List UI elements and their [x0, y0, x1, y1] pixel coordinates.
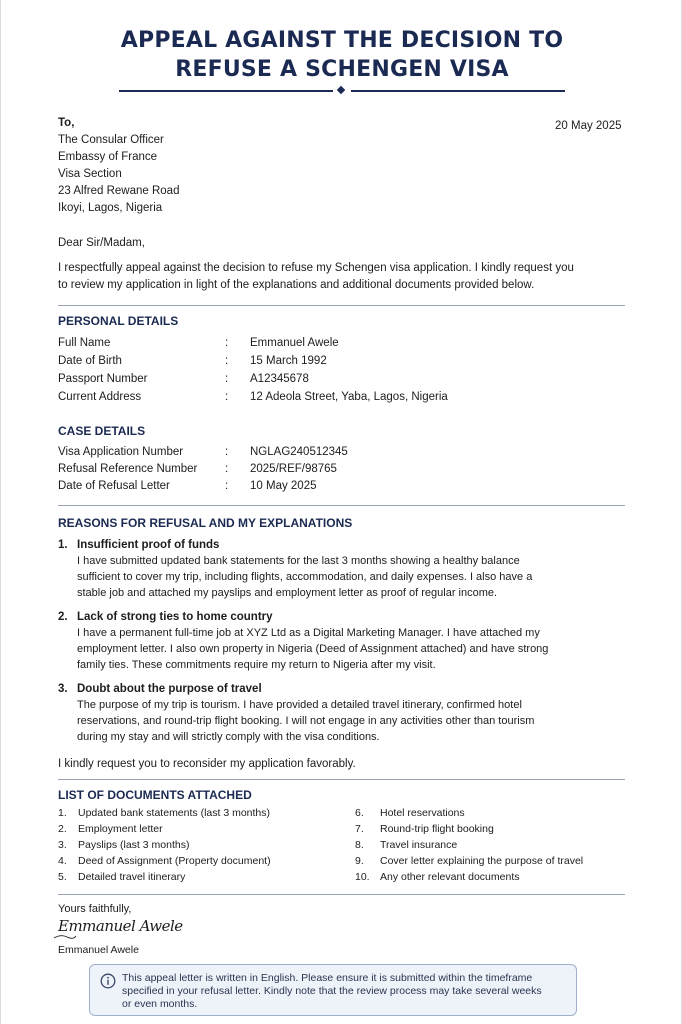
- field-separator: :: [225, 446, 229, 458]
- recipient-line: Embassy of France: [58, 151, 158, 163]
- handwritten-signature: Emmanuel Awele: [58, 917, 183, 935]
- document-text: Hotel reservations: [380, 807, 465, 819]
- reason-number: 1.: [58, 539, 68, 551]
- document-item: [58, 869, 185, 885]
- visa-application-number-value: NGLAG240512345: [250, 446, 348, 458]
- passport-number-value: A12345678: [250, 373, 309, 385]
- refusal-letter-date-value: 10 May 2025: [250, 480, 317, 492]
- case-details-heading: CASE DETAILS: [58, 424, 146, 438]
- field-label: Date of Birth: [58, 355, 122, 367]
- document-number: 7.: [355, 823, 364, 835]
- diamond-icon: [337, 86, 345, 94]
- recipient-to: To,: [58, 117, 75, 129]
- notice-line: or even months.: [122, 998, 198, 1010]
- field-separator: :: [225, 480, 229, 492]
- field-separator: :: [225, 355, 229, 367]
- reason-body-line: I have submitted updated bank statements for the last 3 months showing a healthy balance: [77, 555, 520, 567]
- notice-line: This appeal letter is written in English. Please ensure it is submitted within the timeframe: [122, 972, 533, 984]
- reason-title-text: Insufficient proof of funds: [77, 539, 220, 551]
- document-item: [355, 869, 520, 885]
- salutation: Dear Sir/Madam,: [58, 237, 145, 249]
- document-text: Round-trip flight booking: [380, 823, 494, 835]
- document-item: [355, 837, 457, 853]
- reason-number: 2.: [58, 611, 68, 623]
- page-title-line-1: APPEAL AGAINST THE DECISION TO: [120, 28, 564, 53]
- document-item: [355, 821, 494, 837]
- reason-body-line: I have a permanent full-time job at XYZ Ltd as a Digital Marketing Manager. I have attached my: [77, 627, 540, 639]
- document-text: Updated bank statements (last 3 months): [78, 807, 271, 819]
- full-name-value: Emmanuel Awele: [250, 337, 339, 349]
- field-separator: :: [225, 337, 229, 349]
- reason-body-line: during my stay and will strictly comply with the visa conditions.: [77, 731, 380, 743]
- document-item: [58, 853, 271, 869]
- reason-body-line: sufficient to cover my trip, including flights, accommodation, and daily expenses. I also have a: [77, 571, 533, 583]
- document-number: 4.: [58, 855, 67, 867]
- personal-details-heading: PERSONAL DETAILS: [58, 314, 179, 328]
- reason-title-text: Lack of strong ties to home country: [77, 611, 273, 623]
- field-label: Current Address: [58, 391, 142, 403]
- document-text: Deed of Assignment (Property document): [78, 855, 271, 867]
- document-item: [58, 837, 189, 853]
- document-number: 9.: [355, 855, 364, 867]
- document-number: 6.: [355, 807, 364, 819]
- date-of-birth-value: 15 March 1992: [250, 355, 327, 367]
- section-divider: [58, 779, 625, 780]
- notice-line: specified in your refusal letter. Kindly note that the review process may take several weeks: [122, 985, 542, 997]
- divider-line-right: [351, 90, 565, 92]
- document-item: [355, 853, 583, 869]
- field-label: Passport Number: [58, 373, 148, 385]
- reason-body-line: employment letter. I also own property in Nigeria (Deed of Assignment attached) and have strong: [77, 643, 549, 655]
- document-text: Payslips (last 3 months): [78, 839, 190, 851]
- recipient-line: Ikoyi, Lagos, Nigeria: [58, 202, 163, 214]
- closing-phrase: Yours faithfully,: [58, 903, 132, 915]
- field-label: Full Name: [58, 337, 111, 349]
- document-number: 2.: [58, 823, 67, 835]
- reason-title: [58, 537, 219, 553]
- reason-body-line: stable job and attached my payslips and employment letter as proof of regular income.: [77, 587, 498, 599]
- intro-line: I respectfully appeal against the decision to refuse my Schengen visa application. I kindly request you: [58, 262, 574, 274]
- document-number: 10.: [355, 871, 370, 883]
- section-divider: [58, 505, 625, 506]
- field-separator: :: [225, 463, 229, 475]
- letter-date: 20 May 2025: [555, 120, 622, 132]
- intro-line: to review my application in light of the explanations and additional documents provided below.: [58, 279, 535, 291]
- recipient-line: 23 Alfred Rewane Road: [58, 185, 180, 197]
- divider-line-left: [119, 90, 333, 92]
- documents-heading: LIST OF DOCUMENTS ATTACHED: [58, 788, 252, 802]
- recipient-line: The Consular Officer: [58, 134, 164, 146]
- title-divider: [119, 90, 565, 92]
- reason-body-line: reservations, and round-trip flight booking. I will not engage in any activities other than tourism: [77, 715, 535, 727]
- reason-number: 3.: [58, 683, 68, 695]
- current-address-value: 12 Adeola Street, Yaba, Lagos, Nigeria: [250, 391, 448, 403]
- reason-title-text: Doubt about the purpose of travel: [77, 683, 262, 695]
- document-item: [58, 821, 163, 837]
- reasons-heading: REASONS FOR REFUSAL AND MY EXPLANATIONS: [58, 516, 353, 530]
- document-number: 3.: [58, 839, 67, 851]
- closing-request: I kindly request you to reconsider my application favorably.: [58, 758, 356, 770]
- field-label: Visa Application Number: [58, 446, 184, 458]
- section-divider: [58, 894, 625, 895]
- document-number: 1.: [58, 807, 67, 819]
- section-divider: [58, 305, 625, 306]
- field-separator: :: [225, 391, 229, 403]
- field-label: Refusal Reference Number: [58, 463, 198, 475]
- document-text: Employment letter: [78, 823, 163, 835]
- reason-body-line: The purpose of my trip is tourism. I have provided a detailed travel itinerary, confirmed hotel: [77, 699, 522, 711]
- reason-title: [58, 681, 262, 697]
- document-number: 8.: [355, 839, 364, 851]
- recipient-line: Visa Section: [58, 168, 122, 180]
- signatory-name: Emmanuel Awele: [58, 944, 139, 956]
- document-text: Travel insurance: [380, 839, 458, 851]
- info-icon: [100, 973, 116, 989]
- signature-flourish: [53, 934, 77, 940]
- document-text: Cover letter explaining the purpose of travel: [380, 855, 584, 867]
- field-separator: :: [225, 373, 229, 385]
- document-item: [58, 805, 270, 821]
- refusal-reference-value: 2025/REF/98765: [250, 463, 337, 475]
- field-label: Date of Refusal Letter: [58, 480, 170, 492]
- reason-body-line: family ties. These commitments require my return to Nigeria after my visit.: [77, 659, 436, 671]
- document-number: 5.: [58, 871, 67, 883]
- language-notice: [89, 964, 577, 1016]
- document-text: Any other relevant documents: [380, 871, 520, 883]
- page-title-line-2: REFUSE A SCHENGEN VISA: [175, 57, 509, 82]
- document-text: Detailed travel itinerary: [78, 871, 186, 883]
- reason-title: [58, 609, 273, 625]
- document-item: [355, 805, 465, 821]
